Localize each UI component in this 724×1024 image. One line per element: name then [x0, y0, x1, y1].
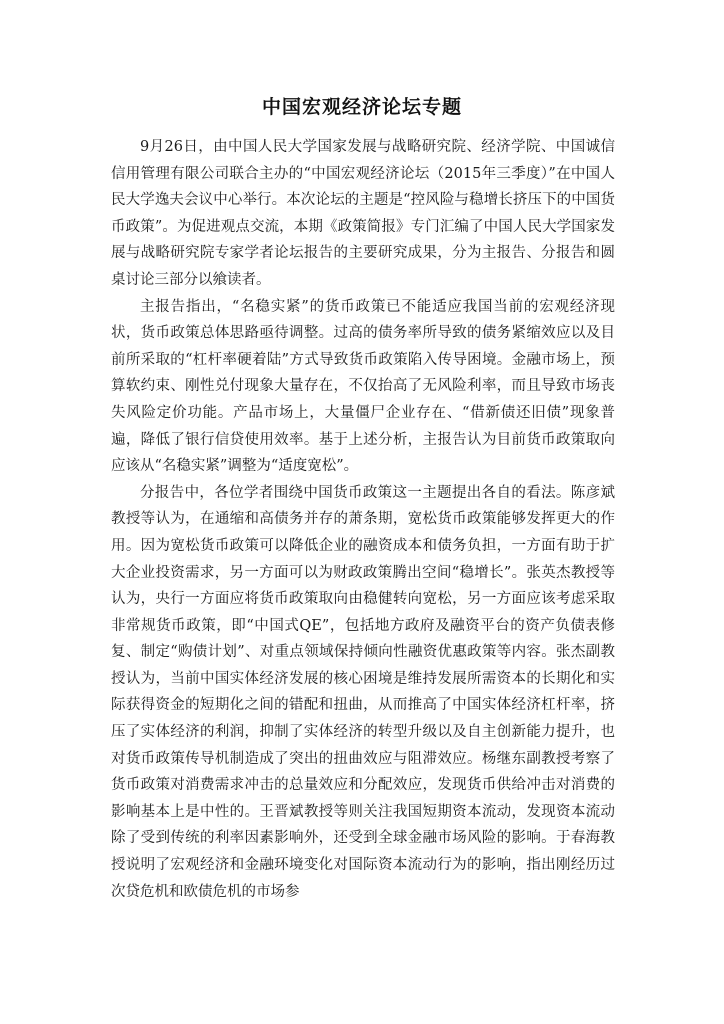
- document-body: [111, 134, 615, 905]
- paragraph-sub-reports: 分报告中，各位学者围绕中国货币政策这一主题提出各自的看法。陈彦斌教授等认为，在通缩和高债务并存的萧条期，宽松货币政策能够发挥更大的作用。因为宽松货币政策可以降低企业的融资成本和债务负担，一方面有助于扩大企业投资需求，另一方面可以为财政政策腾出空间“稳增长”。张英杰教授等认为，央行一方面应将货币政策取向由稳健转向宽松，另一方面应该考虑采取非常规货币政策，即“中国式QE”，包括地方政府及融资平台的资产负债表修复、制定“购债计划”、对重点领域保持倾向性融资优惠政策等内容。张杰副教授认为，当前中国实体经济发展的核心困境是维持发展所需资本的长期化和实际获得资金的短期化之间的错配和扭曲，从而推高了中国实体经济杠杆率，挤压了实体经济的利润，抑制了实体经济的转型升级以及自主创新能力提升，也对货币政策传导机制造成了突出的扭曲效应与阻滞效应。杨继东副教授考察了货币政策对消费需求冲击的总量效应和分配效应，发现货币供给冲击对消费的影响基本上是中性的。王晋斌教授等则关注我国短期资本流动，发现资本流动除了受到传统的利率因素影响外，还受到全球金融市场风险的影响。于春海教授说明了宏观经济和金融环境变化对国际资本流动行为的影响，指出刚经历过次贷危机和欧债危机的市场参: [111, 484, 615, 900]
- paragraph-intro: 9月26日，由中国人民大学国家发展与战略研究院、经济学院、中国诚信信用管理有限公司联合主办的“中国宏观经济论坛（2015年三季度）”在中国人民大学逸夫会议中心举行。本次论坛的主题是“控风险与稳增长挤压下的中国货币政策”。为促进观点交流，本期《政策简报》专门汇编了中国人民大学国家发展与战略研究院专家学者论坛报告的主要研究成果，分为主报告、分报告和圆桌讨论三部分以飨读者。: [111, 139, 615, 288]
- document-title: 中国宏观经济论坛专题: [261, 96, 462, 118]
- paragraph-main-report: 主报告指出，“名稳实紧”的货币政策已不能适应我国当前的宏观经济现状，货币政策总体思路亟待调整。过高的债务率所导致的债务紧缩效应以及目前所采取的“杠杆率硬着陆”方式导致货币政策陷入传导困境。金融市场上，预算软约束、刚性兑付现象大量存在，不仅抬高了无风险利率，而且导致市场丧失风险定价功能。产品市场上，大量僵尸企业存在、“借新债还旧债”现象普遍，降低了银行信贷使用效率。基于上述分析，主报告认为目前货币政策取向应该从“名稳实紧”调整为“适度宽松”。: [111, 298, 615, 475]
